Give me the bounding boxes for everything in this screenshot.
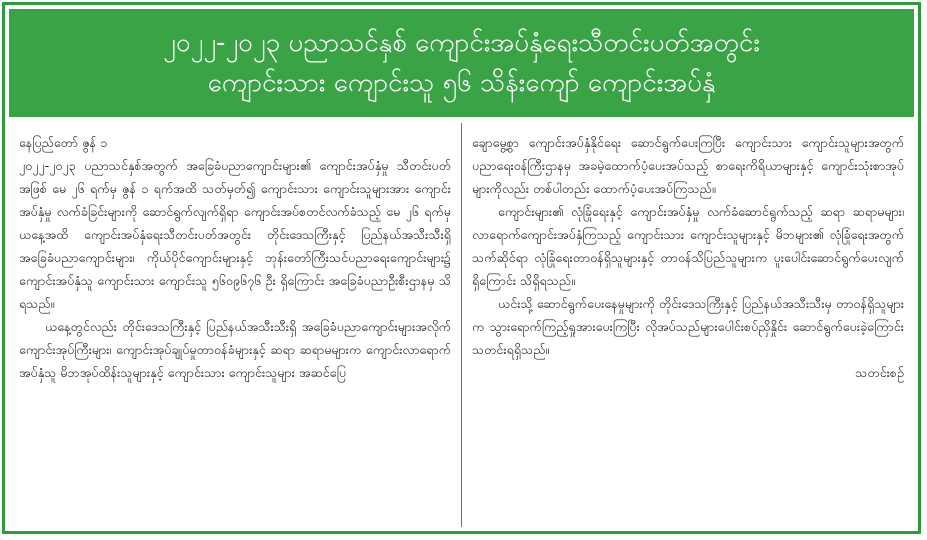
article-frame bbox=[2, 2, 921, 534]
byline-signature: သတင်းစဉ် bbox=[855, 365, 904, 380]
paragraph-5: ယင်းသို့ ဆောင်ရွက်ပေးနေမှုများကို တိုင်းဒေသကြီးနှင့် ပြည်နယ်အသီးသီးမှ တာဝန်ရှိသူများက သွားရောက်ကြည့်ရှုအားပေးကြပြီး လိုအပ်သည်များပေါင်းစပ်ညှိနှိုင်း ဆောင်ရွက်ပေးခဲ့ကြောင်း သတင်းရရှိသည်။ bbox=[472, 296, 904, 357]
paragraph-3: ချောမွေ့စွာ ကျောင်းအပ်နှံနိုင်ရေး ဆောင်ရွက်ပေးကြပြီး ကျောင်းသား ကျောင်းသူများအတွက် ပညာရေးဝန်ကြီးဌာနမှ အခမဲ့ထောက်ပံ့ပေးအပ်သည့် စာရေးကိရိယာများနှင့် ကျောင်းသုံးစာအုပ်များကိုလည်း တစ်ပါတည်း ထောက်ပံ့ပေးအပ်ကြသည်။ bbox=[472, 135, 904, 196]
paragraph-2: ယနေ့တွင်လည်း တိုင်းဒေသကြီးနှင့် ပြည်နယ်အသီးသီးရှိ အခြေခံပညာကျောင်းများအလိုက် ကျောင်းအုပ်ကြီးများ၊ ကျောင်းအုပ်ချုပ်မှုတာဝန်ခံများနှင့် ဆရာ ဆရာမများက ကျောင်းလာရောက်အပ်နှံသူ မိဘအုပ်ထိန်းသူများနှင့် ကျောင်းသား ကျောင်းသူများ အဆင်ပြေ bbox=[19, 319, 451, 380]
right-column bbox=[462, 123, 914, 527]
left-column bbox=[9, 123, 462, 527]
paragraph-1: ၂၀၂၂-၂၀၂၃ ပညာသင်နှစ်အတွက် အခြေခံပညာကျောင်းများ၏ ကျောင်းအပ်နှံမှု သီတင်းပတ်အဖြစ် မေ ၂၆ ရက်မှ ဇွန် ၁ ရက်အထိ သတ်မှတ်၍ ကျောင်းသား ကျောင်းသူများအား ကျောင်းအပ်နှံမှု လက်ခံခြင်းများကို ဆောင်ရွက်လျက်ရှိရာ ကျောင်းအပ်စတင်လက်ခံသည့် မေ ၂၆ ရက်မှ ယနေ့အထိ ကျောင်းအပ်နှံရေးသီတင်းပတ်အတွင်း တိုင်းဒေသကြီးနှင့် ပြည်နယ်အသီးသီးရှိ အခြေခံပညာကျောင်းများ၊ ကိုယ်ပိုင်ကျောင်းများနှင့် ဘုန်းတော်ကြီးသင်ပညာရေးကျောင်းများ၌ ကျောင်းအပ်နှံသူ ကျောင်းသား ကျောင်းသူ ၅၆၀၉၆၇၆ ဦး ရှိကြောင်း အခြေခံပညာဦးစီးဌာနမှ သိရသည်။ bbox=[19, 158, 451, 311]
paragraph-4: ကျောင်းများ၏ လုံခြုံရေးနှင့် ကျောင်းအပ်နှံမှု လက်ခံဆောင်ရွက်သည့် ဆရာ ဆရာမများ၊ လာရောက်ကျောင်းအပ်နှံကြသည့် ကျောင်းသား ကျောင်းသူများနှင့် မိဘများ၏ လုံခြုံရေးအတွက် သက်ဆိုင်ရာ လုံခြုံရေးတာဝန်ရှိသူများနှင့် တာဝန်သိပြည်သူများက ပူးပေါင်းဆောင်ရွက်ပေးလျက်ရှိကြောင်း သိရှိရသည်။ bbox=[472, 204, 904, 288]
headline-line-2: ကျောင်းသား ကျောင်းသူ ၅၆ သိန်းကျော် ကျောင်းအပ်နှံ bbox=[207, 68, 716, 98]
article-body bbox=[9, 123, 914, 527]
dateline: နေပြည်တော် ဇွန် ၁ bbox=[19, 135, 108, 150]
headline-line-1: ၂၀၂၂-၂၀၂၃ ပညာသင်နှစ် ကျောင်းအပ်နှံရေးသီတင်းပတ်အတွင်း bbox=[163, 28, 760, 58]
headline-banner bbox=[9, 9, 914, 117]
